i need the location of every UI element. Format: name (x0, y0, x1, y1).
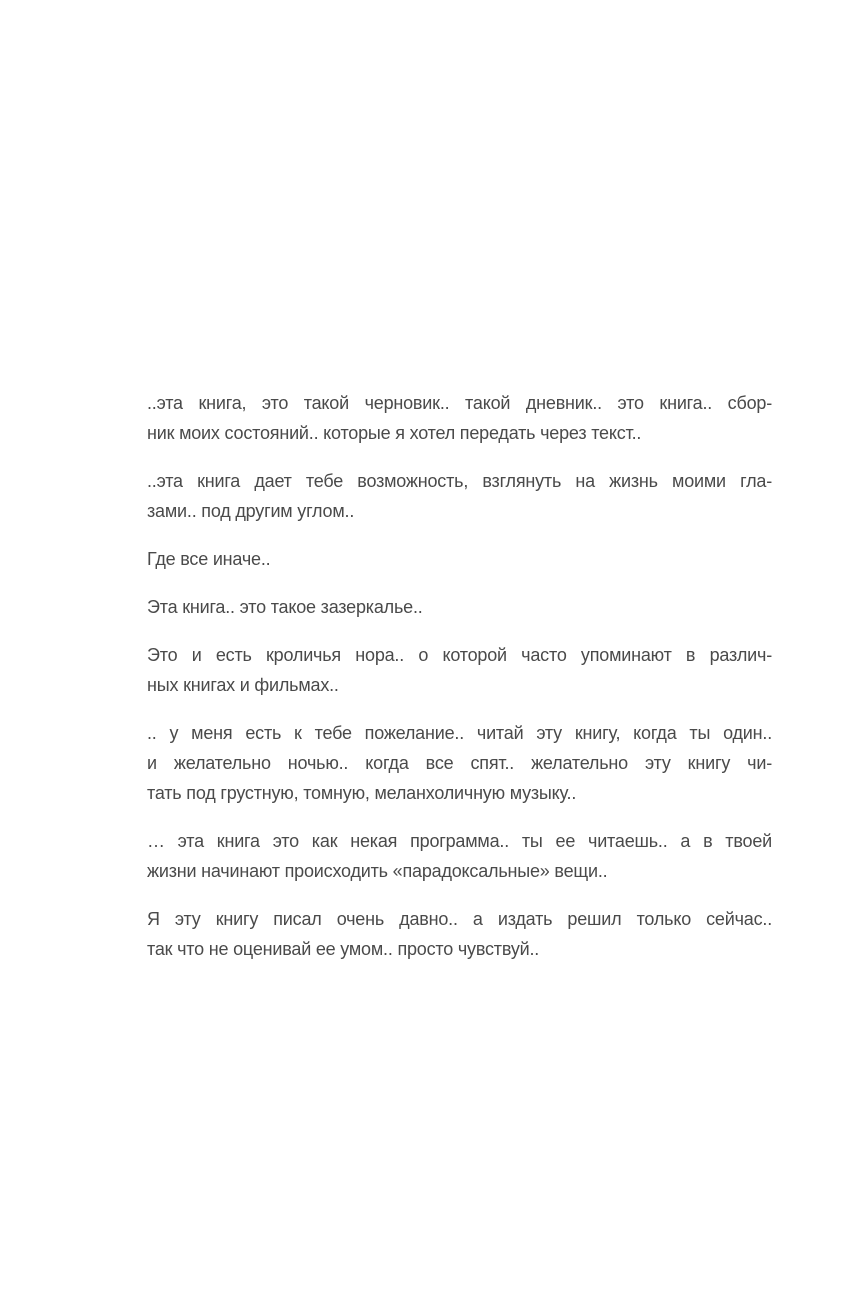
paragraph (147, 826, 772, 886)
text-line: ник моих состояний.. которые я хотел передать через текст.. (147, 423, 642, 443)
paragraph (147, 544, 772, 574)
text-line: жизни начинают происходить «парадоксальные» вещи.. (147, 861, 608, 881)
paragraph (147, 388, 772, 448)
text-line: ..эта книга дает тебе возможность, взглянуть на жизнь моими гла- (147, 471, 772, 491)
paragraph (147, 718, 772, 808)
text-line: … эта книга это как некая программа.. ты ее читаешь.. а в твоей (147, 831, 772, 851)
text-line: зами.. под другим углом.. (147, 501, 355, 521)
paragraph (147, 904, 772, 964)
paragraph (147, 592, 772, 622)
text-line: Это и есть кроличья нора.. о которой часто упоминают в различ- (147, 645, 772, 665)
text-line: Я эту книгу писал очень давно.. а издать решил только сейчас.. (147, 909, 772, 929)
text-line: так что не оценивай ее умом.. просто чувствуй.. (147, 939, 540, 959)
text-block (147, 388, 772, 982)
paragraph (147, 466, 772, 526)
text-line: ..эта книга, это такой черновик.. такой дневник.. это книга.. сбор- (147, 393, 772, 413)
text-line: тать под грустную, томную, меланхоличную музыку.. (147, 783, 577, 803)
text-line: ных книгах и фильмах.. (147, 675, 339, 695)
text-line: Где все иначе.. (147, 549, 271, 569)
text-line: .. у меня есть к тебе пожелание.. читай эту книгу, когда ты один.. (147, 723, 772, 743)
text-line: и желательно ночью.. когда все спят.. желательно эту книгу чи- (147, 753, 772, 773)
paragraph (147, 640, 772, 700)
text-line: Эта книга.. это такое зазеркалье.. (147, 597, 423, 617)
